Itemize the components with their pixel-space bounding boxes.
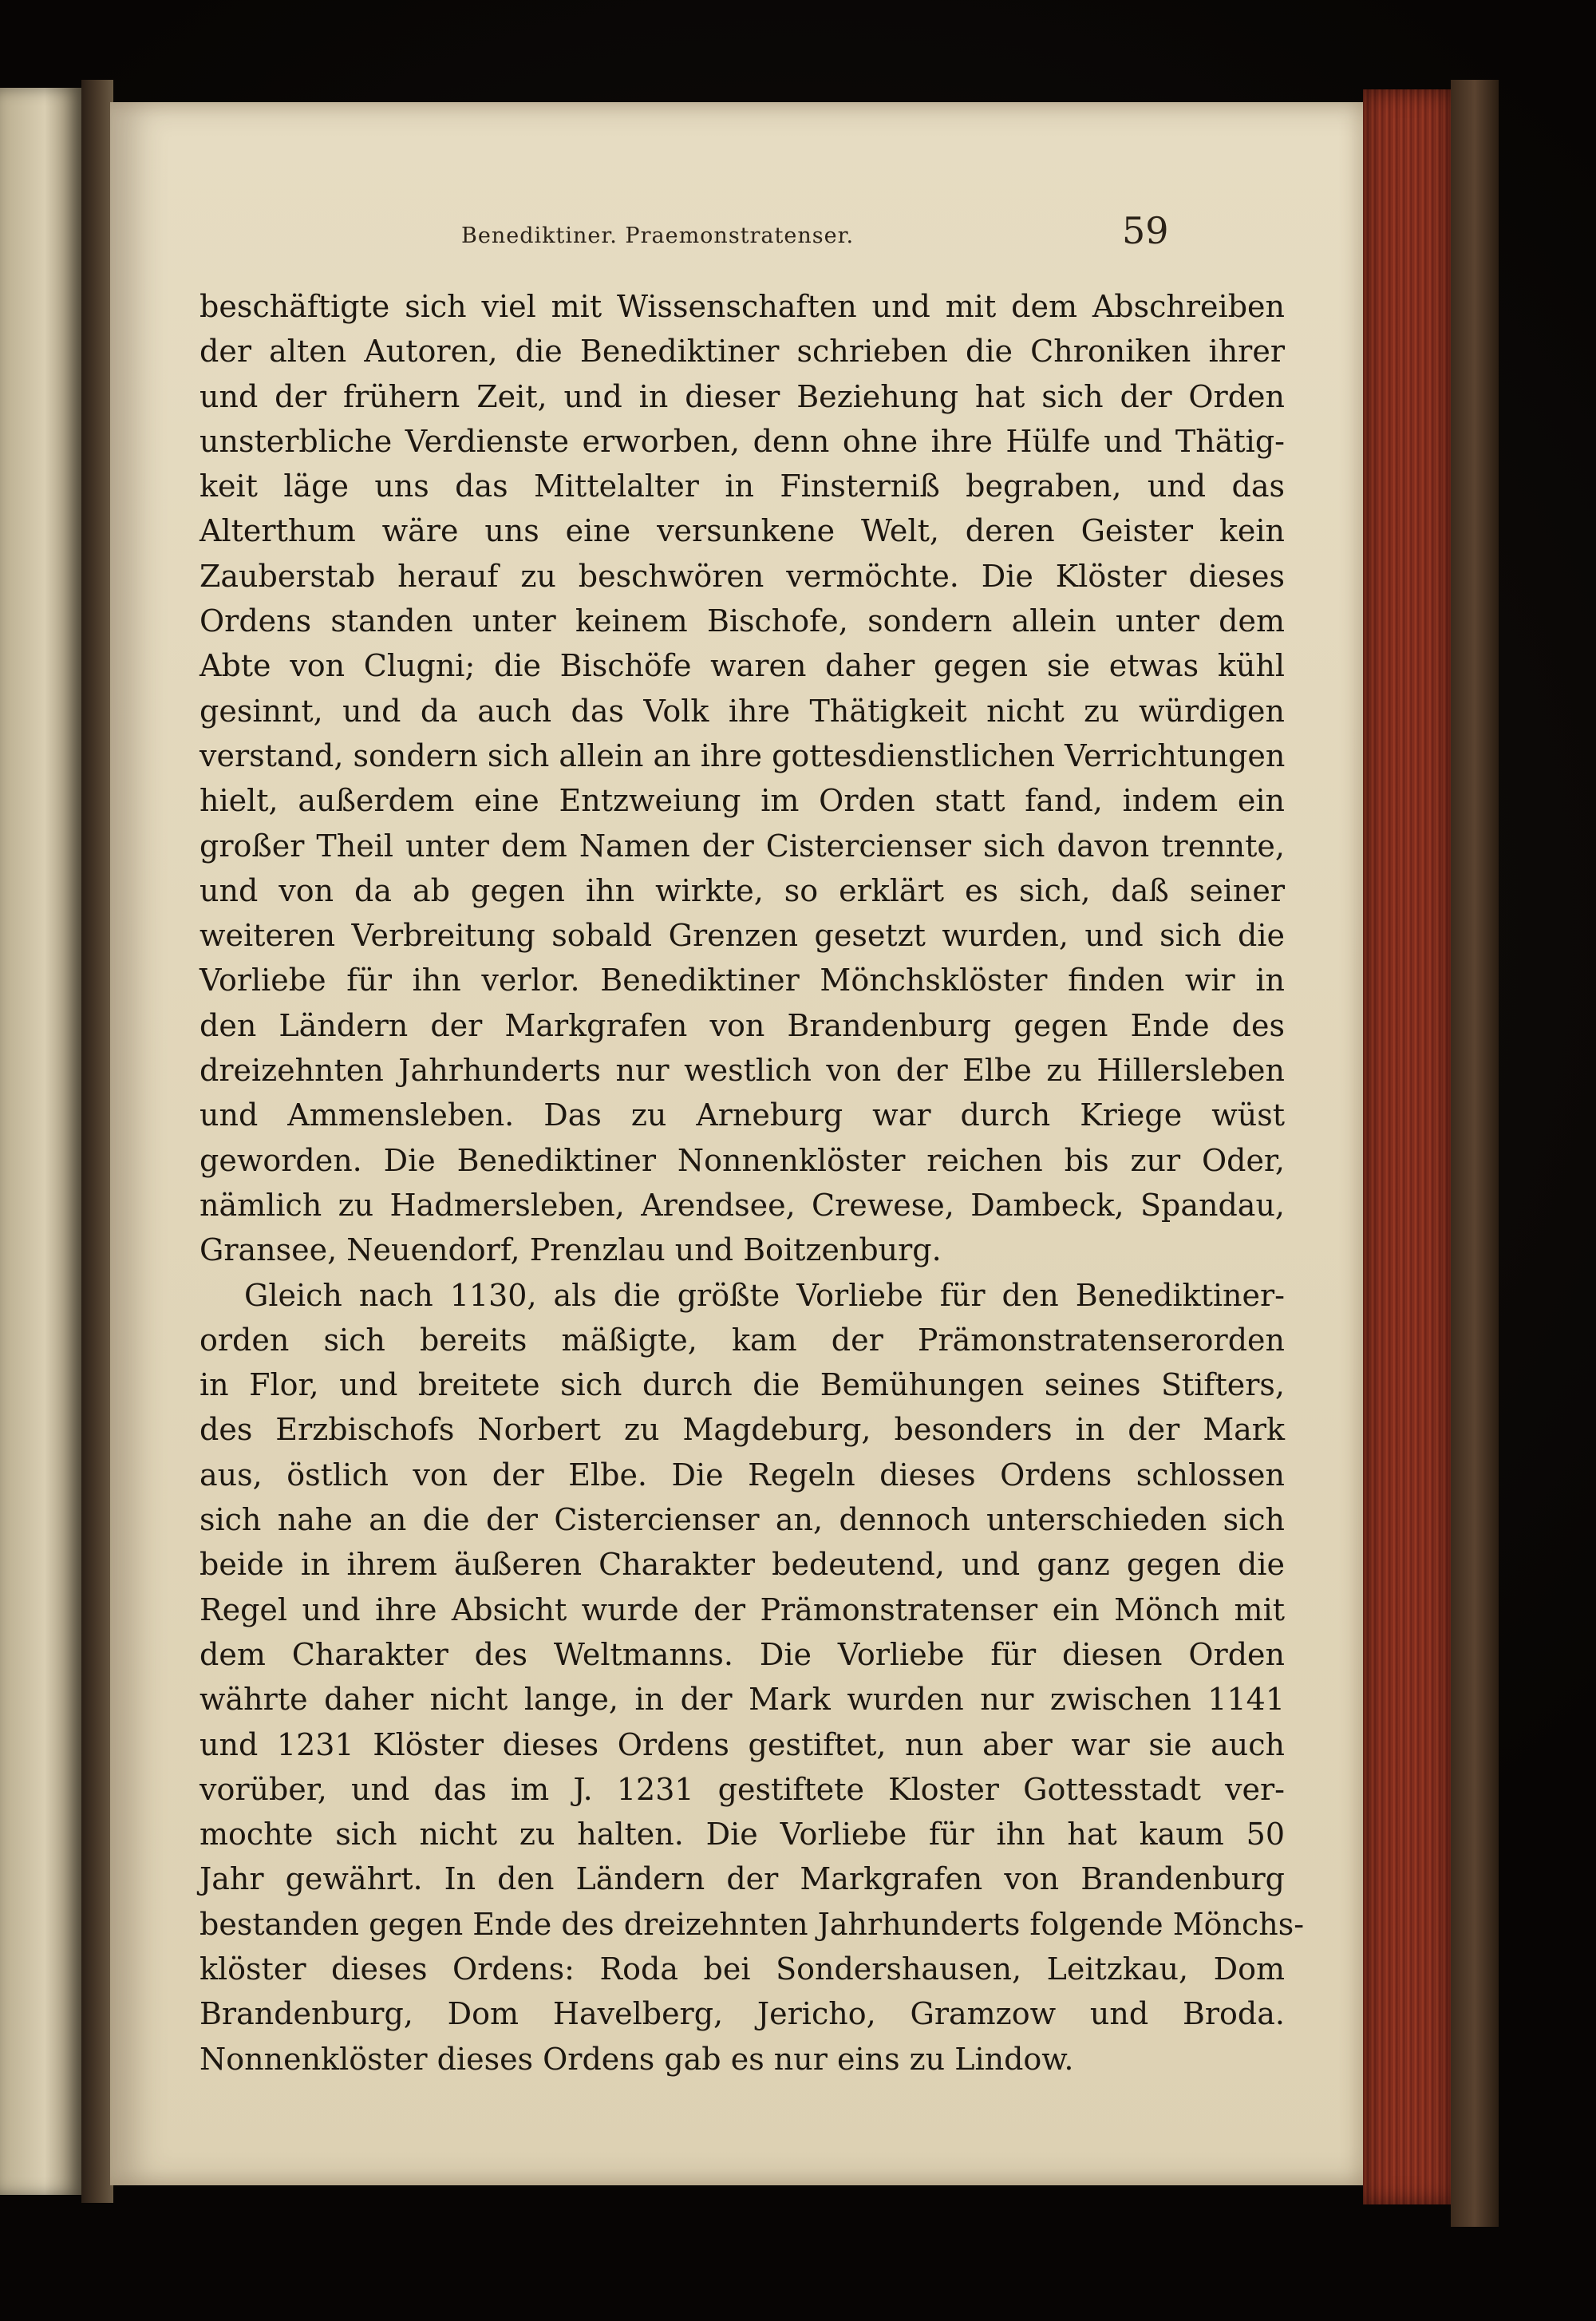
text-line: gesinnt, und da auch das Volk ihre Thätigkeit nicht zu würdigen — [200, 693, 1285, 729]
running-head: Benediktiner. Praemonstratenser. — [461, 223, 855, 248]
text-line: beschäftigte sich viel mit Wissenschaften und mit dem Abschreiben — [200, 289, 1285, 324]
left-page-edge — [0, 88, 81, 2195]
text-line: und Ammensleben. Das zu Arneburg war durch Kriege wüst — [200, 1097, 1285, 1133]
page-number: 59 — [1122, 209, 1169, 252]
text-line: klöster dieses Ordens: Roda bei Sondershausen, Leitzkau, Dom — [200, 1951, 1285, 1987]
text-line: aus, östlich von der Elbe. Die Regeln dieses Ordens schlossen — [200, 1457, 1285, 1493]
text-line: des Erzbischofs Norbert zu Magdeburg, besonders in der Mark — [200, 1412, 1285, 1448]
text-line: bestanden gegen Ende des dreizehnten Jahrhunderts folgende Mönchs- — [200, 1906, 1305, 1942]
text-line: hielt, außerdem eine Entzweiung im Orden statt fand, indem ein — [200, 783, 1285, 819]
book-cover-edge — [1451, 80, 1499, 2227]
text-line: in Flor, und breitete sich durch die Bemühungen seines Stifters, — [200, 1367, 1285, 1403]
text-line: Nonnenklöster dieses Ordens gab es nur eins zu Lindow. — [200, 2041, 1074, 2077]
text-line: großer Theil unter dem Namen der Cistercienser sich davon trennte, — [200, 828, 1285, 864]
text-line: und 1231 Klöster dieses Ordens gestiftet, nun aber war sie auch — [200, 1726, 1285, 1762]
text-line: Zauberstab herauf zu beschwören vermöchte. Die Klöster dieses — [200, 558, 1285, 594]
page-edges — [1363, 89, 1451, 2204]
text-line: nämlich zu Hadmersleben, Arendsee, Crewese, Dambeck, Spandau, — [200, 1187, 1285, 1223]
book-gutter — [81, 80, 113, 2203]
text-line: weiteren Verbreitung sobald Grenzen gesetzt wurden, und sich die — [200, 918, 1285, 954]
text-line: dreizehnten Jahrhunderts nur westlich von der Elbe zu Hillersleben — [200, 1053, 1285, 1089]
text-line: beide in ihrem äußeren Charakter bedeutend, und ganz gegen die — [200, 1547, 1285, 1583]
text-line: Brandenburg, Dom Havelberg, Jericho, Gramzow und Broda. — [200, 1996, 1285, 2032]
text-line: dem Charakter des Weltmanns. Die Vorliebe für diesen Orden — [200, 1636, 1285, 1672]
text-line: unsterbliche Verdienste erworben, denn ohne ihre Hülfe und Thätig- — [200, 423, 1285, 459]
text-line: mochte sich nicht zu halten. Die Vorliebe für ihn hat kaum 50 — [200, 1817, 1285, 1852]
text-line: Jahr gewährt. In den Ländern der Markgrafen von Brandenburg — [200, 1861, 1285, 1897]
text-line: der alten Autoren, die Benediktiner schrieben die Chroniken ihrer — [200, 334, 1285, 370]
book-page — [110, 102, 1363, 2185]
text-line: Vorliebe für ihn verlor. Benediktiner Mönchsklöster finden wir in — [200, 963, 1285, 998]
text-line: Regel und ihre Absicht wurde der Prämonstratenser ein Mönch mit — [200, 1591, 1285, 1627]
text-line: orden sich bereits mäßigte, kam der Prämonstratenserorden — [200, 1322, 1285, 1358]
text-line: den Ländern der Markgrafen von Brandenburg gegen Ende des — [200, 1007, 1285, 1043]
text-line: Alterthum wäre uns eine versunkene Welt, deren Geister kein — [200, 513, 1285, 549]
text-line: und der frühern Zeit, und in dieser Beziehung hat sich der Orden — [200, 378, 1285, 414]
text-line: vorüber, und das im J. 1231 gestiftete Kloster Gottesstadt ver- — [200, 1771, 1285, 1807]
text-line: geworden. Die Benediktiner Nonnenklöster reichen bis zur Oder, — [200, 1142, 1285, 1178]
text-line: Ordens standen unter keinem Bischofe, sondern allein unter dem — [200, 603, 1285, 639]
text-line: Gransee, Neuendorf, Prenzlau und Boitzenburg. — [200, 1232, 942, 1268]
text-line: verstand, sondern sich allein an ihre gottesdienstlichen Verrichtungen — [200, 737, 1286, 773]
page-body-text — [200, 284, 1305, 2082]
text-line: Abte von Clugni; die Bischöfe waren daher gegen sie etwas kühl — [200, 648, 1285, 684]
text-line: sich nahe an die der Cistercienser an, dennoch unterschieden sich — [200, 1502, 1285, 1538]
text-line: Gleich nach 1130, als die größte Vorliebe für den Benediktiner- — [244, 1277, 1285, 1313]
text-line: währte daher nicht lange, in der Mark wurden nur zwischen 1141 — [200, 1682, 1285, 1718]
text-line: und von da ab gegen ihn wirkte, so erklärt es sich, daß seiner — [200, 872, 1285, 908]
text-line: keit läge uns das Mittelalter in Finsterniß begraben, und das — [200, 469, 1285, 504]
